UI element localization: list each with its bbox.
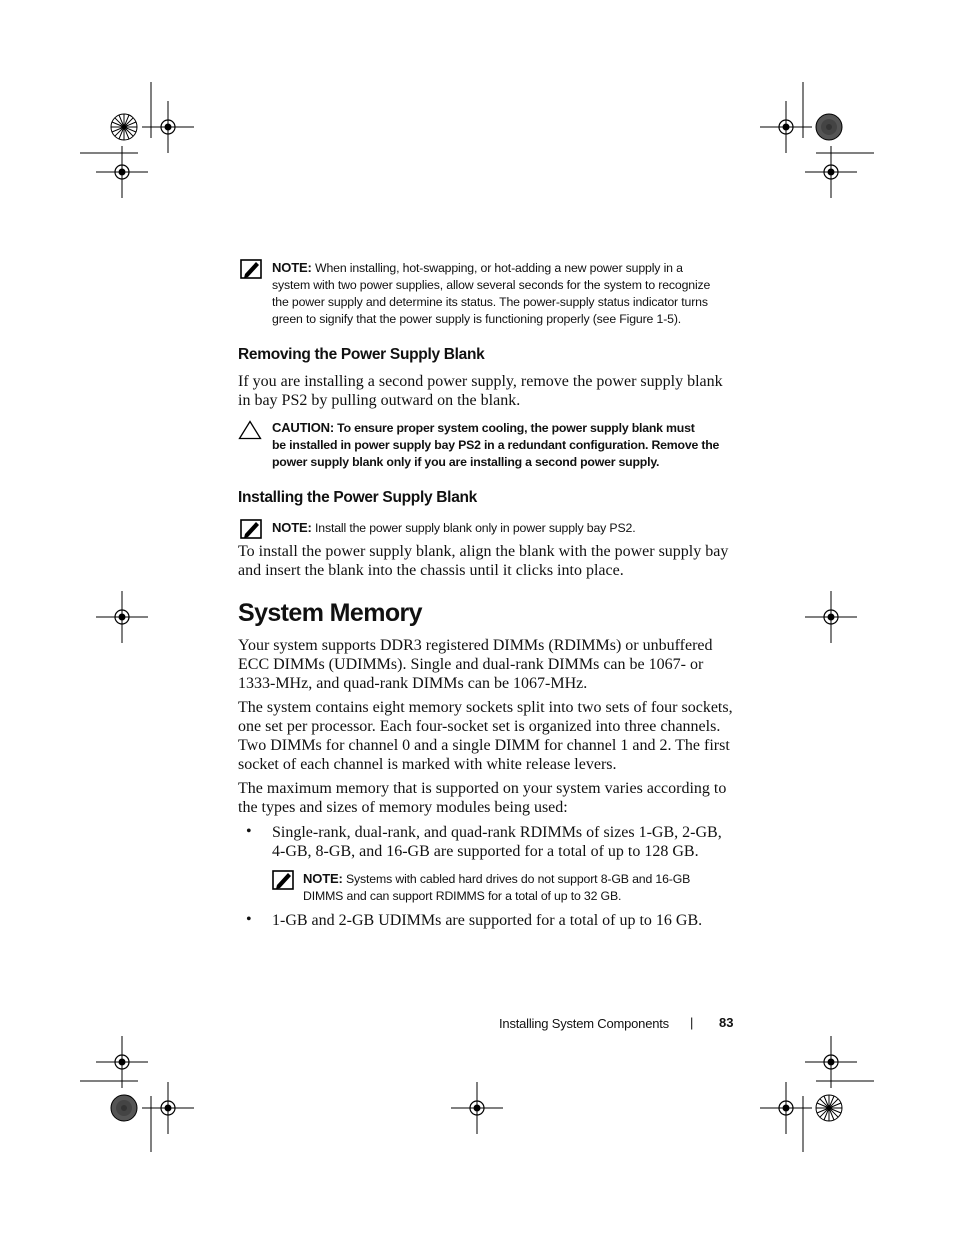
note-label: NOTE:: [272, 520, 312, 535]
paragraph-line: socket of each channel is marked with white release levers.: [238, 756, 617, 773]
page-title: System Memory: [238, 599, 422, 627]
paragraph: [238, 636, 748, 693]
list-item-line: Single-rank, dual-rank, and quad-rank RDIMMs of sizes 1-GB, 2-GB,: [272, 824, 722, 841]
section-heading-installing: Installing the Power Supply Blank: [238, 489, 478, 506]
list-item: [272, 823, 752, 861]
page-number: 83: [719, 1015, 734, 1030]
note-block: [272, 259, 752, 328]
caution-line: be installed in power supply bay PS2 in a redundant configuration. Remove the: [272, 438, 720, 452]
note-line: Install the power supply blank only in power supply bay PS2.: [314, 521, 636, 535]
caution-line: power supply blank only if you are installing a second power supply.: [272, 455, 660, 469]
paragraph-line: one set per processor. Each four-socket set is organized into three channels.: [238, 718, 721, 735]
paragraph: [238, 542, 748, 580]
caution-icon: [238, 420, 262, 440]
note-line: Systems with cabled hard drives do not support 8-GB and 16-GB: [345, 872, 691, 886]
footer-section-title: Installing System Components: [499, 1016, 669, 1031]
paragraph-line: and insert the blank into the chassis until it clicks into place.: [238, 562, 624, 579]
paragraph-line: To install the power supply blank, align the blank with the power supply bay: [238, 543, 729, 560]
note-line: green to signify that the power supply is functioning properly (see Figure 1-5).: [272, 312, 682, 326]
paragraph-line: If you are installing a second power supply, remove the power supply blank: [238, 373, 723, 390]
caution-label: CAUTION:: [272, 420, 334, 435]
paragraph: [238, 779, 748, 817]
paragraph: [238, 698, 748, 774]
note-line: the power supply and determine its status. The power-supply status indicator turns: [272, 295, 708, 309]
bullet-marker: •: [246, 823, 252, 840]
caution-line: To ensure proper system cooling, the power supply blank must: [337, 421, 695, 435]
paragraph-line: 1333-MHz, and quad-rank DIMMs can be 1067-MHz.: [238, 675, 588, 692]
paragraph: [238, 372, 748, 410]
note-icon: [272, 870, 294, 890]
paragraph-line: Two DIMMs for channel 0 and a single DIMM for channel 1 and 2. The first: [238, 737, 730, 754]
paragraph-line: Your system supports DDR3 registered DIMMs (RDIMMs) or unbuffered: [238, 637, 713, 654]
list-item-line: 4-GB, 8-GB, and 16-GB are supported for a total of up to 128 GB.: [272, 843, 699, 860]
note-line: DIMMS and can support RDIMMS for a total of up to 32 GB.: [303, 889, 622, 903]
list-item: 1-GB and 2-GB UDIMMs are supported for a total of up to 16 GB.: [272, 912, 703, 929]
caution-block: [272, 419, 752, 471]
section-heading-removing: Removing the Power Supply Blank: [238, 346, 485, 363]
note-line: system with two power supplies, allow several seconds for the system to recognize: [272, 278, 711, 292]
note-icon: [240, 259, 262, 279]
note-label: NOTE:: [272, 260, 312, 275]
note-block: [272, 519, 752, 537]
paragraph-line: in bay PS2 by pulling outward on the blank.: [238, 392, 521, 409]
note-label: NOTE:: [303, 871, 343, 886]
bullet-marker: •: [246, 911, 252, 928]
note-icon: [240, 519, 262, 539]
note-line: When installing, hot-swapping, or hot-adding a new power supply in a: [314, 261, 683, 275]
paragraph-line: ECC DIMMs (UDIMMs). Single and dual-rank DIMMs can be 1067- or: [238, 656, 704, 673]
paragraph-line: The system contains eight memory sockets split into two sets of four sockets,: [238, 699, 733, 716]
footer-separator: |: [690, 1015, 694, 1030]
paragraph-line: the types and sizes of memory modules being used:: [238, 799, 568, 816]
note-block: [303, 870, 753, 905]
paragraph-line: The maximum memory that is supported on your system varies according to: [238, 780, 727, 797]
